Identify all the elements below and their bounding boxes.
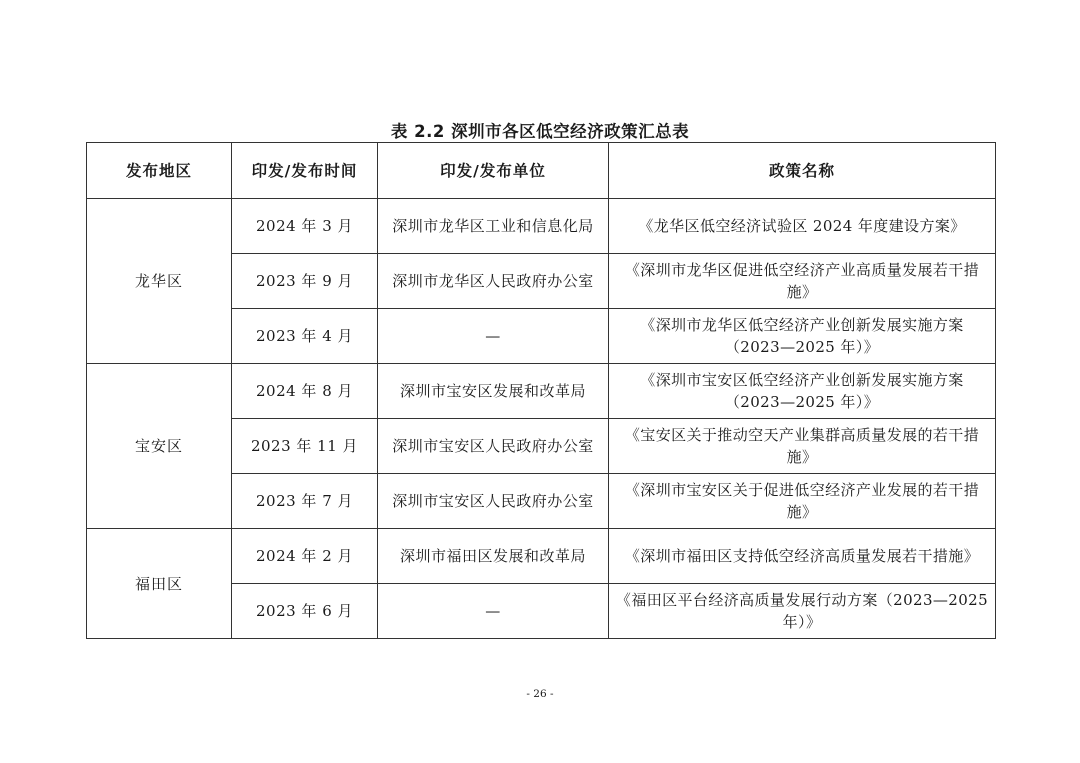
date-cell: 2024 年 2 月 (232, 529, 378, 584)
table-title: 表 2.2 深圳市各区低空经济政策汇总表 (390, 122, 690, 141)
unit-cell: 深圳市宝安区人民政府办公室 (378, 474, 609, 529)
policy-name-cell: 《深圳市福田区支持低空经济高质量发展若干措施》 (609, 529, 996, 584)
region-cell: 福田区 (87, 529, 232, 639)
unit-cell: 深圳市龙华区人民政府办公室 (378, 254, 609, 309)
date-cell: 2023 年 4 月 (232, 309, 378, 364)
unit-cell: 深圳市宝安区人民政府办公室 (378, 419, 609, 474)
date-cell: 2023 年 9 月 (232, 254, 378, 309)
unit-cell: 深圳市龙华区工业和信息化局 (378, 199, 609, 254)
policy-name-cell: 《宝安区关于推动空天产业集群高质量发展的若干措施》 (609, 419, 996, 474)
page-number: - 26 - (526, 688, 554, 700)
table-row (87, 529, 996, 584)
policy-name-cell: 《龙华区低空经济试验区 2024 年度建设方案》 (609, 199, 996, 254)
policy-name-cell: 《深圳市宝安区低空经济产业创新发展实施方案（2023—2025 年）》 (609, 364, 996, 419)
table-row (87, 364, 996, 419)
header-row (87, 143, 996, 199)
header-name: 政策名称 (609, 143, 996, 199)
policy-name-cell: 《深圳市龙华区促进低空经济产业高质量发展若干措施》 (609, 254, 996, 309)
policy-table (86, 142, 996, 639)
region-cell: 宝安区 (87, 364, 232, 529)
date-cell: 2024 年 8 月 (232, 364, 378, 419)
header-unit: 印发/发布单位 (378, 143, 609, 199)
header-region: 发布地区 (87, 143, 232, 199)
date-cell: 2023 年 11 月 (232, 419, 378, 474)
policy-name-cell: 《深圳市龙华区低空经济产业创新发展实施方案（2023—2025 年）》 (609, 309, 996, 364)
date-cell: 2023 年 7 月 (232, 474, 378, 529)
date-cell: 2023 年 6 月 (232, 584, 378, 639)
date-cell: 2024 年 3 月 (232, 199, 378, 254)
unit-cell: — (378, 584, 609, 639)
region-cell: 龙华区 (87, 199, 232, 364)
policy-name-cell: 《福田区平台经济高质量发展行动方案（2023—2025 年）》 (609, 584, 996, 639)
unit-cell: 深圳市宝安区发展和改革局 (378, 364, 609, 419)
header-date: 印发/发布时间 (232, 143, 378, 199)
table-row (87, 199, 996, 254)
policy-name-cell: 《深圳市宝安区关于促进低空经济产业发展的若干措施》 (609, 474, 996, 529)
unit-cell: — (378, 309, 609, 364)
unit-cell: 深圳市福田区发展和改革局 (378, 529, 609, 584)
